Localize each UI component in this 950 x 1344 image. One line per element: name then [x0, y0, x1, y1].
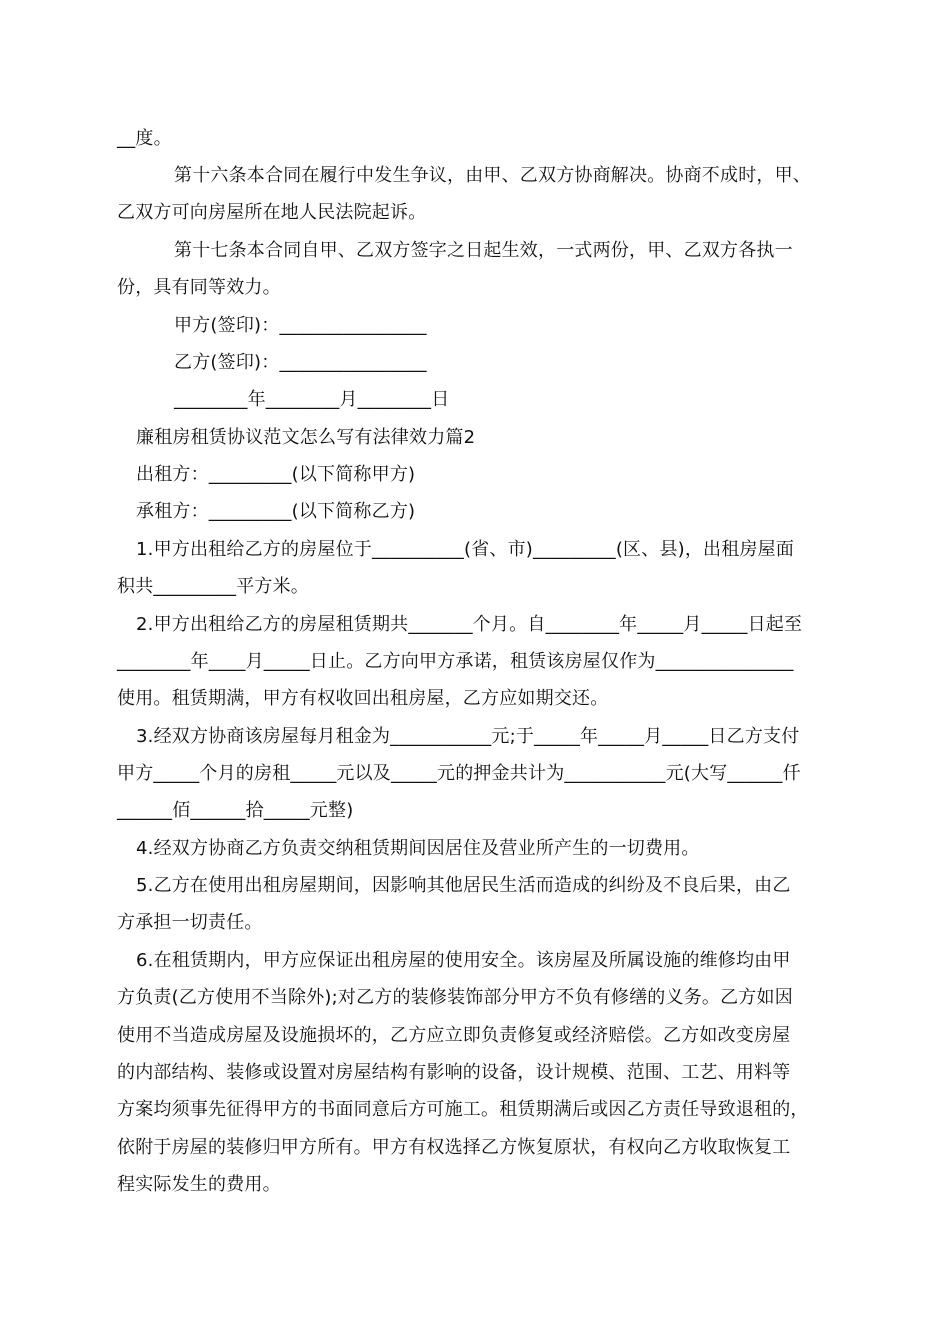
clause-6-line-6: 依附于房屋的装修归甲方所有。甲方有权选择乙方恢复原状，有权向乙方收取恢复工	[117, 1137, 791, 1158]
clause-3-line-2: 甲方_____个月的房租_____元以及_____元的押金共计为___________元(大写______仟	[117, 763, 801, 784]
clause-3-line-1: 3.经双方协商该房屋每月租金为___________元;于_____年_____月_____日乙方支付	[136, 726, 800, 747]
article-17-line-2: 份，具有同等效力。	[117, 277, 281, 298]
clause-6-line-5: 方案均须事先征得甲方的书面同意后方可施工。租赁期满后或因乙方责任导致退租的，	[117, 1099, 809, 1120]
clause-4-line-1: 4.经双方协商乙方负责交纳租赁期间因居住及营业所产生的一切费用。	[136, 838, 700, 859]
clause-1-line-1: 1.甲方出租给乙方的房屋位于__________(省、市)_________(区、县)，出租房屋面	[136, 539, 795, 560]
clause-1-line-2: 积共_________平方米。	[117, 576, 309, 597]
article-16-line-1: 第十六条本合同在履行中发生争议，由甲、乙双方协商解决。协商不成时，甲、	[174, 165, 811, 186]
clause-5-line-1: 5.乙方在使用出租房屋期间，因影响其他居民生活而造成的纠纷及不良后果，由乙	[136, 875, 791, 896]
clause-2-line-3: 使用。租赁期满，甲方有权收回出租房屋，乙方应如期交还。	[117, 688, 609, 709]
signature-date: ________年________月________日	[174, 389, 450, 410]
article-16-line-2: 乙双方可向房屋所在地人民法院起诉。	[117, 202, 427, 223]
lessor-line: 出租方：_________(以下简称甲方)	[136, 464, 416, 485]
clause-6-line-1: 6.在租赁期内，甲方应保证出租房屋的使用安全。该房屋及所属设施的维修均由甲	[136, 950, 791, 971]
section-title: 廉租房租赁协议范文怎么写有法律效力篇2	[136, 427, 476, 448]
clause-3-line-3: ______佰______拾_____元整)	[117, 800, 354, 821]
clause-5-line-2: 方承担一切责任。	[117, 912, 263, 933]
text-line: __度。	[117, 128, 172, 149]
clause-6-line-2: 方负责(乙方使用不当除外);对乙方的装修装饰部分甲方不负有修缮的义务。乙方如因	[117, 987, 793, 1008]
article-17-line-1: 第十七条本合同自甲、乙双方签字之日起生效，一式两份，甲、乙双方各执一	[174, 240, 793, 261]
clause-6-line-7: 程实际发生的费用。	[117, 1174, 281, 1195]
clause-2-line-1: 2.甲方出租给乙方的房屋租赁期共_______个月。自________年_____月_____日起至	[136, 614, 803, 635]
party-a-signature: 甲方(签印)：________________	[174, 315, 427, 336]
party-b-signature: 乙方(签印)：________________	[174, 352, 427, 373]
clause-2-line-2: ________年____月_____日止。乙方向甲方承诺，租赁该房屋仅作为_______________	[117, 651, 794, 672]
lessee-line: 承租方：_________(以下简称乙方)	[136, 501, 416, 522]
clause-6-line-3: 使用不当造成房屋及设施损坏的，乙方应立即负责修复或经济赔偿。乙方如改变房屋	[117, 1025, 791, 1046]
clause-6-line-4: 的内部结构、装修或设置对房屋结构有影响的设备，设计规模、范围、工艺、用料等	[117, 1062, 791, 1083]
